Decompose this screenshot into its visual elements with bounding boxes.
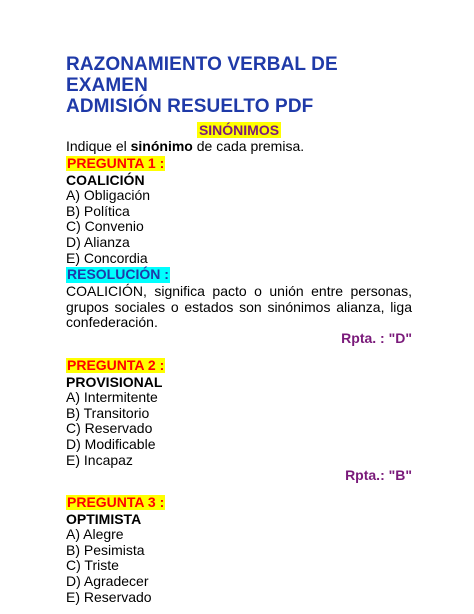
question-2-option-e: E) Incapaz	[66, 451, 133, 468]
title-line-1: RAZONAMIENTO VERBAL DE EXAMEN	[66, 54, 338, 96]
question-2-options	[66, 390, 412, 468]
question-2-word: PROVISIONAL	[66, 373, 163, 390]
question-2-option-b: B) Transitorio	[66, 404, 150, 421]
question-1-option-e: E) Concordia	[66, 249, 148, 266]
question-1-option-d: D) Alianza	[66, 233, 130, 250]
question-3-option-a: A) Alegre	[66, 526, 124, 543]
spacer	[66, 484, 412, 494]
question-1-option-c: C) Convenio	[66, 218, 144, 235]
document-title	[66, 54, 412, 117]
question-1-label: PREGUNTA 1 :	[67, 154, 165, 171]
question-1-explanation: COALICIÓN, significa pacto o unión entre personas, grupos sociales o estados son sinónimos alianza, liga confederación.	[66, 283, 412, 331]
question-1-resolution-label: RESOLUCIÓN :	[67, 266, 169, 283]
instruction	[66, 139, 412, 155]
question-3-option-b: B) Pesimista	[66, 541, 145, 558]
question-2-answer: Rpta.: "B"	[345, 467, 412, 484]
question-1	[66, 155, 412, 347]
spacer	[66, 347, 412, 357]
question-2-option-a: A) Intermitente	[66, 389, 158, 406]
question-3-label: PREGUNTA 3 :	[67, 493, 165, 510]
question-3-option-e: E) Reservado	[66, 588, 152, 605]
question-1-options	[66, 188, 412, 266]
instruction-pre: Indique el	[66, 138, 131, 154]
title-line-2: ADMISIÓN RESUELTO PDF	[66, 96, 314, 117]
question-1-word: COALICIÓN	[66, 171, 145, 188]
question-3	[66, 494, 412, 606]
question-2	[66, 357, 412, 484]
question-2-label: PREGUNTA 2 :	[67, 356, 165, 373]
question-3-word: OPTIMISTA	[66, 510, 142, 527]
question-2-option-c: C) Reservado	[66, 420, 153, 437]
question-3-options	[66, 527, 412, 605]
question-1-answer: Rpta. : "D"	[341, 329, 412, 346]
question-3-option-d: D) Agradecer	[66, 573, 149, 590]
instruction-post: de cada premisa.	[192, 138, 305, 154]
instruction-bold: sinónimo	[130, 138, 193, 154]
question-1-option-b: B) Política	[66, 202, 130, 219]
question-3-option-c: C) Triste	[66, 557, 119, 574]
section-heading-label: SINÓNIMOS	[198, 122, 280, 138]
question-2-option-d: D) Modificable	[66, 435, 156, 452]
section-heading	[66, 121, 412, 139]
question-1-option-a: A) Obligación	[66, 187, 151, 204]
